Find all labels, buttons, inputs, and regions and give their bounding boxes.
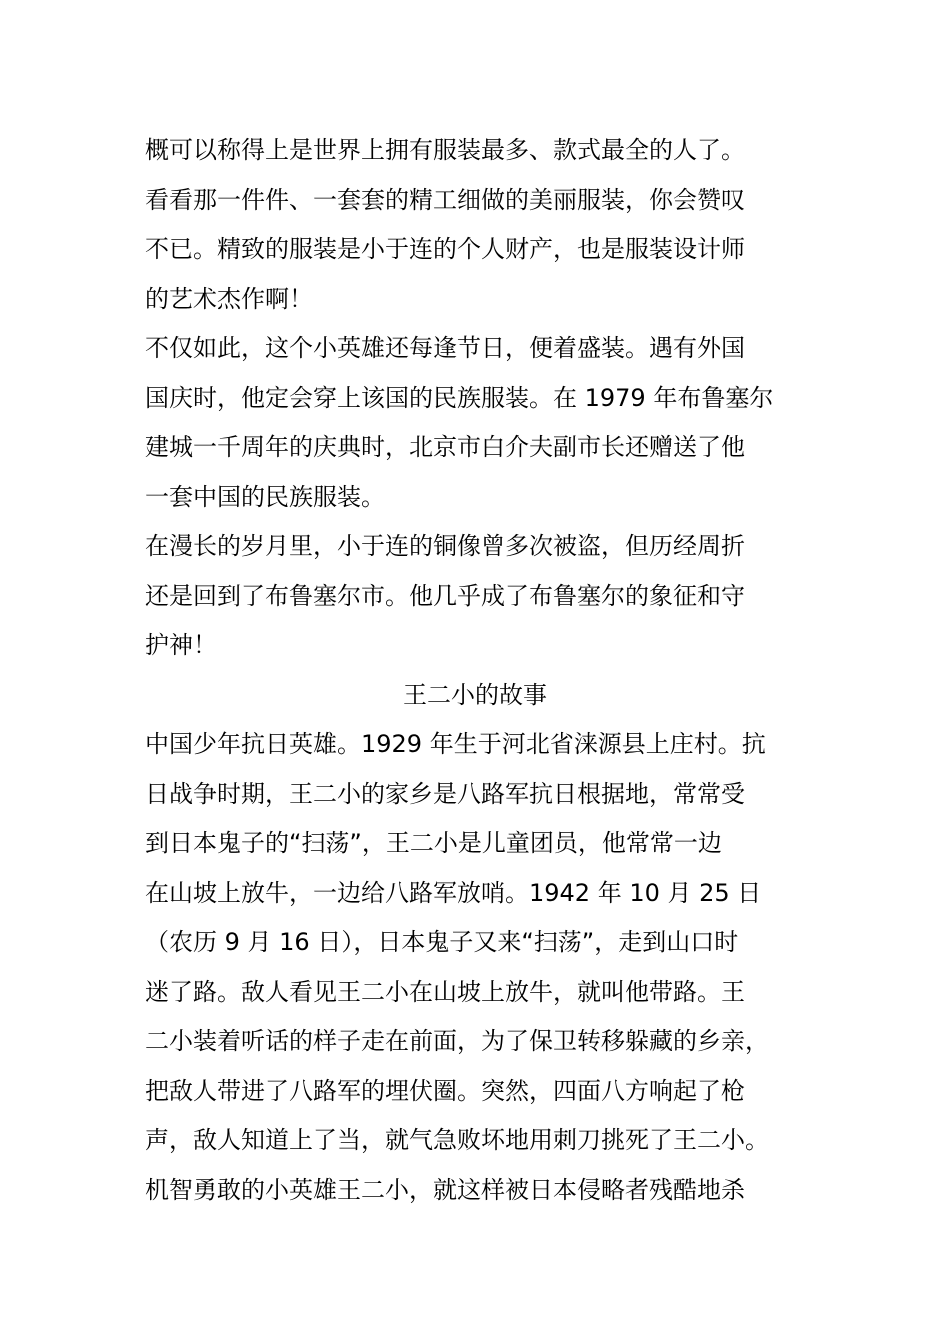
- text-line: 一套中国的民族服装。: [145, 482, 385, 511]
- text-line: 日战争时期，王二小的家乡是八路军抗日根据地，常常受: [145, 779, 745, 808]
- text-line: 在漫长的岁月里，小于连的铜像曾多次被盗，但历经周折: [145, 532, 745, 560]
- text-line: 二小装着听话的样子走在前面，为了保卫转移躲藏的乡亲，: [145, 1027, 769, 1055]
- text-line: 建城一千周年的庆典时，北京市白介夫副市长还赠送了他: [145, 433, 745, 461]
- paragraph-wang-erxiao: [145, 720, 815, 1215]
- text-line: 还是回到了布鲁塞尔市。他几乎成了布鲁塞尔的象征和守: [145, 581, 745, 610]
- text-line: 不已。精致的服装是小于连的个人财产，也是服装设计师: [145, 235, 745, 263]
- text-line: 机智勇敢的小英雄王二小，就这样被日本侵略者残酷地杀: [145, 1175, 745, 1204]
- text-line: 迷了路。敌人看见王二小在山坡上放牛，就叫他带路。王: [145, 977, 745, 1006]
- text-line: 到日本鬼子的“扫荡”，王二小是儿童团员，他常常一边: [145, 829, 722, 857]
- story-title: 王二小的故事: [403, 680, 547, 709]
- paragraph-costumes: [145, 126, 815, 324]
- text-line: （农历 9 月 16 日），日本鬼子又来“扫荡”，走到山口时: [145, 928, 739, 956]
- text-line: 在山坡上放牛，一边给八路军放哨。1942 年 10 月 25 日: [145, 878, 762, 907]
- text-line: 国庆时，他定会穿上该国的民族服装。在 1979 年布鲁塞尔: [145, 383, 774, 412]
- document-body: [145, 126, 815, 1215]
- text-line: 中国少年抗日英雄。1929 年生于河北省涞源县上庄村。抗: [145, 730, 766, 758]
- text-line: 护神！: [145, 631, 217, 659]
- text-line: 声，敌人知道上了当，就气急败坏地用刺刀挑死了王二小。: [145, 1126, 769, 1154]
- text-line: 看看那一件件、一套套的精工细做的美丽服装，你会赞叹: [145, 185, 745, 214]
- paragraph-guardian: [145, 522, 815, 671]
- paragraph-festivals: [145, 324, 815, 522]
- text-line: 不仅如此，这个小英雄还每逢节日，便着盛装。遇有外国: [145, 334, 745, 362]
- text-line: 把敌人带进了八路军的埋伏圈。突然，四面八方响起了枪: [145, 1076, 745, 1105]
- text-line: 的艺术杰作啊！: [145, 284, 313, 313]
- text-line: 概可以称得上是世界上拥有服装最多、款式最全的人了。: [145, 136, 745, 164]
